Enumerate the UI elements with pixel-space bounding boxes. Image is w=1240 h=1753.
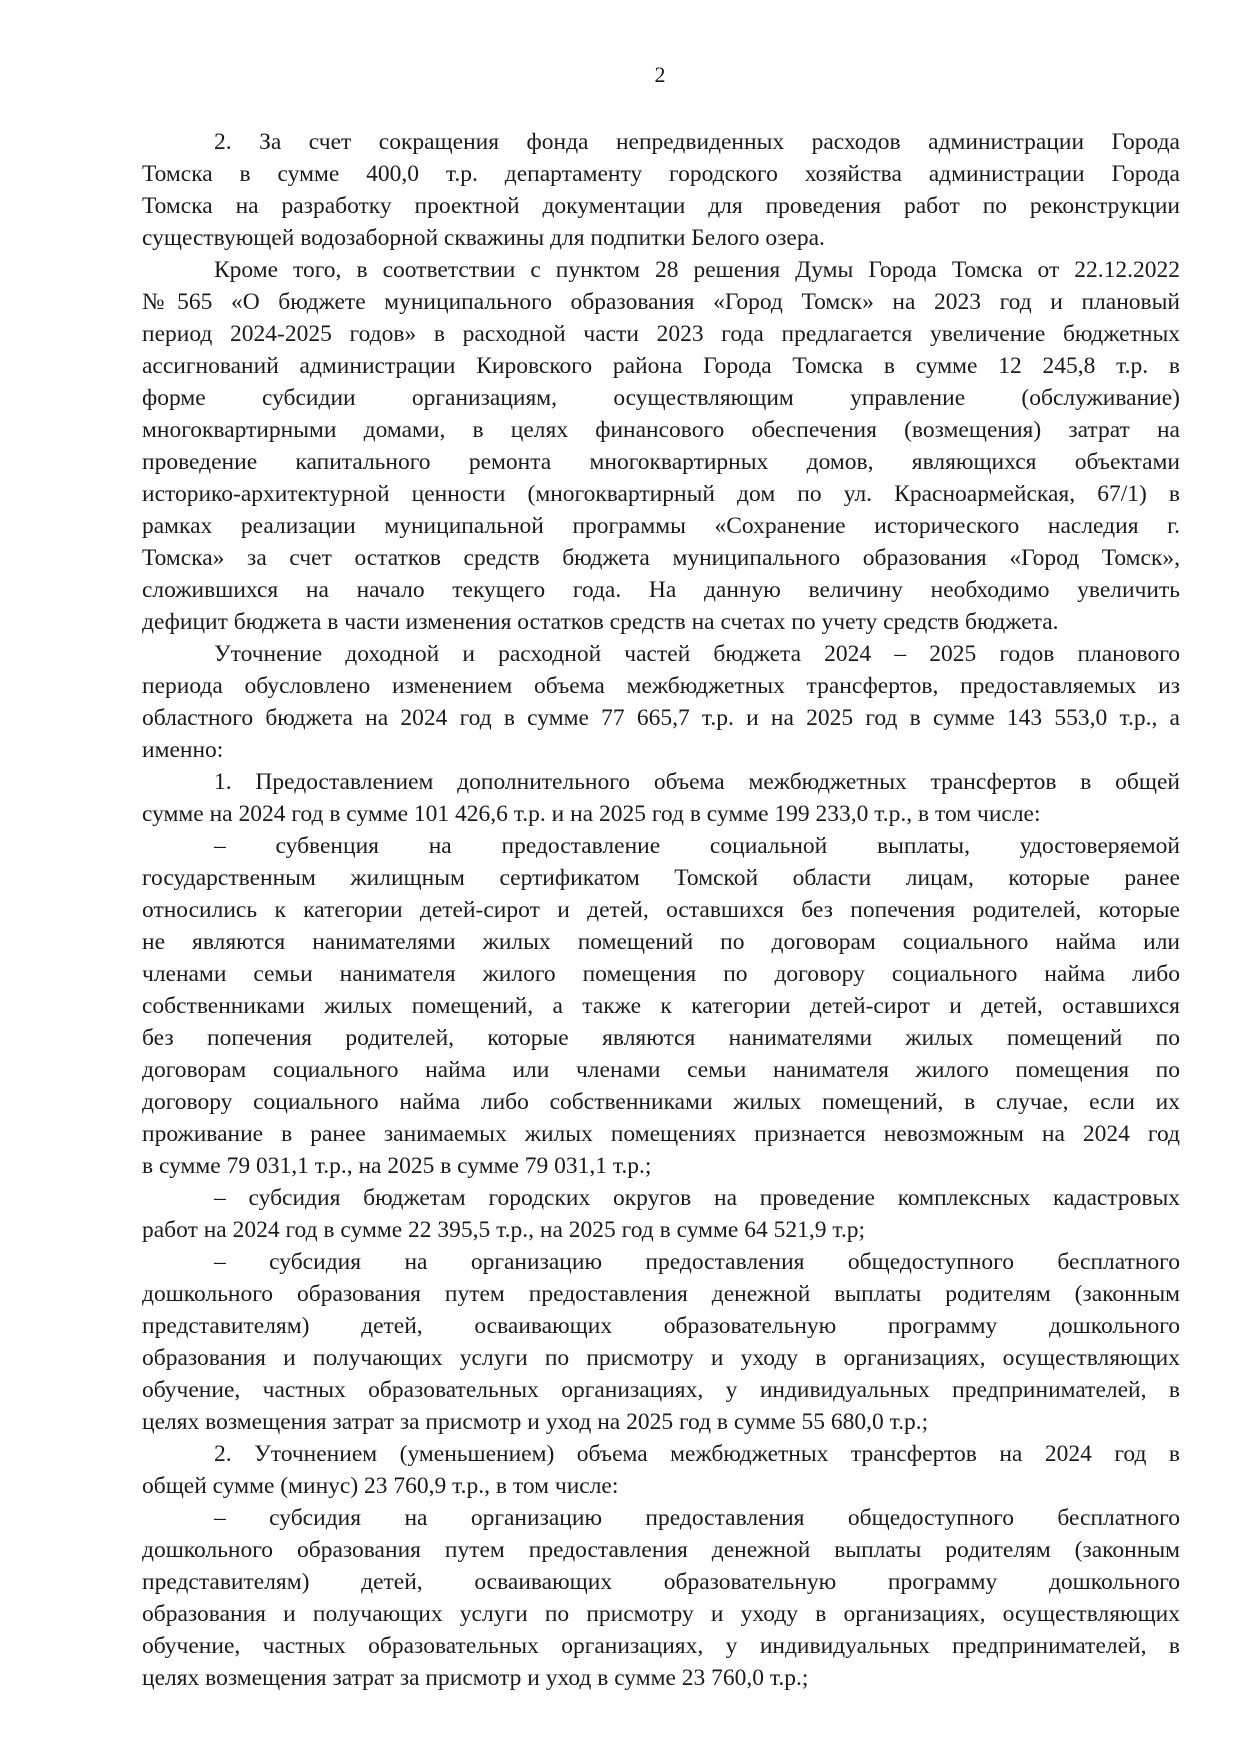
text-line: общей сумме (минус) 23 760,9 т.р., в том числе: [142, 1473, 619, 1499]
document-body [142, 126, 1180, 1694]
paragraph [142, 1438, 1180, 1502]
text-line: многоквартирными домами, в целях финансового обеспечения (возмещения) затрат на [142, 417, 1180, 443]
text-line: Томска на разработку проектной документации для проведения работ по реконструкции [142, 193, 1180, 219]
text-line: дошкольного образования путем предоставления денежной выплаты родителям (законным [142, 1281, 1180, 1307]
paragraph [142, 638, 1180, 766]
text-line: сложившихся на начало текущего года. На данную величину необходимо увеличить [142, 577, 1180, 603]
text-line: не являются нанимателями жилых помещений по договорам социального найма или [142, 929, 1180, 955]
text-line: договорам социального найма или членами семьи нанимателя жилого помещения по [142, 1057, 1180, 1083]
text-line: период 2024-2025 годов» в расходной части 2023 года предлагается увеличение бюджетных [142, 321, 1180, 347]
text-line: 1. Предоставлением дополнительного объема межбюджетных трансфертов в общей [214, 769, 1180, 795]
text-line: представителям) детей, осваивающих образовательную программу дошкольного [142, 1313, 1180, 1339]
text-line: рамках реализации муниципальной программы «Сохранение исторического наследия г. [142, 513, 1180, 539]
text-line: – субсидия на организацию предоставления общедоступного бесплатного [214, 1505, 1180, 1531]
text-line: историко-архитектурной ценности (многоквартирный дом по ул. Красноармейская, 67/1) в [142, 481, 1180, 507]
paragraph [142, 830, 1180, 1182]
text-line: обучение, частных образовательных организациях, у индивидуальных предпринимателей, в [142, 1633, 1180, 1659]
text-line: форме субсидии организациям, осуществляющим управление (обслуживание) [142, 385, 1180, 411]
text-line: относились к категории детей-сирот и детей, оставшихся без попечения родителей, которые [142, 897, 1180, 923]
paragraph [142, 254, 1180, 638]
text-line: проведение капитального ремонта многоквартирных домов, являющихся объектами [142, 449, 1180, 475]
text-line: без попечения родителей, которые являются нанимателями жилых помещений по [142, 1025, 1180, 1051]
text-line: обучение, частных образовательных организациях, у индивидуальных предпринимателей, в [142, 1377, 1180, 1403]
text-line: Кроме того, в соответствии с пунктом 28 решения Думы Города Томска от 22.12.2022 [214, 257, 1180, 283]
text-line: 2. Уточнением (уменьшением) объема межбюджетных трансфертов на 2024 год в [214, 1441, 1180, 1467]
text-line: образования и получающих услуги по присмотру и уходу в организациях, осуществляющих [142, 1345, 1180, 1371]
text-line: целях возмещения затрат за присмотр и уход на 2025 год в сумме 55 680,0 т.р.; [142, 1409, 929, 1435]
text-line: именно: [142, 737, 224, 763]
text-line: договору социального найма либо собственниками жилых помещений, в случае, если их [142, 1089, 1180, 1115]
text-line: существующей водозаборной скважины для подпитки Белого озера. [142, 225, 825, 251]
text-line: дошкольного образования путем предоставления денежной выплаты родителям (законным [142, 1537, 1180, 1563]
text-line: областного бюджета на 2024 год в сумме 77 665,7 т.р. и на 2025 год в сумме 143 553,0 т.р., а [142, 705, 1180, 731]
text-line: периода обусловлено изменением объема межбюджетных трансфертов, предоставляемых из [142, 673, 1180, 699]
page-number: 2 [654, 62, 666, 87]
text-line: 2. За счет сокращения фонда непредвиденных расходов администрации Города [214, 129, 1180, 155]
text-line: ассигнований администрации Кировского района Города Томска в сумме 12 245,8 т.р. в [142, 353, 1180, 379]
text-line: Томска» за счет остатков средств бюджета муниципального образования «Город Томск», [142, 545, 1180, 571]
paragraph [142, 126, 1180, 254]
text-line: Томска в сумме 400,0 т.р. департаменту городского хозяйства администрации Города [142, 161, 1180, 187]
text-line: проживание в ранее занимаемых жилых помещениях признается невозможным на 2024 год [142, 1121, 1180, 1147]
text-line: целях возмещения затрат за присмотр и уход в сумме 23 760,0 т.р.; [142, 1665, 809, 1691]
paragraph [142, 766, 1180, 830]
text-line: членами семьи нанимателя жилого помещения по договору социального найма либо [142, 961, 1180, 987]
text-line: – субсидия бюджетам городских округов на проведение комплексных кадастровых [214, 1185, 1180, 1211]
text-line: сумме на 2024 год в сумме 101 426,6 т.р. и на 2025 год в сумме 199 233,0 т.р., в том числе: [142, 801, 1041, 827]
text-line: представителям) детей, осваивающих образовательную программу дошкольного [142, 1569, 1180, 1595]
paragraph [142, 1246, 1180, 1438]
text-line: – субсидия на организацию предоставления общедоступного бесплатного [214, 1249, 1180, 1275]
text-line: работ на 2024 год в сумме 22 395,5 т.р., на 2025 год в сумме 64 521,9 т.р; [142, 1217, 865, 1243]
text-line: в сумме 79 031,1 т.р., на 2025 в сумме 79 031,1 т.р.; [142, 1153, 652, 1179]
text-line: государственным жилищным сертификатом Томской области лицам, которые ранее [142, 865, 1180, 891]
paragraph [142, 1182, 1180, 1246]
text-line: – субвенция на предоставление социальной выплаты, удостоверяемой [214, 833, 1180, 859]
text-line: Уточнение доходной и расходной частей бюджета 2024 – 2025 годов планового [214, 641, 1180, 667]
paragraph [142, 1502, 1180, 1694]
text-line: образования и получающих услуги по присмотру и уходу в организациях, осуществляющих [142, 1601, 1180, 1627]
text-line: собственниками жилых помещений, а также к категории детей-сирот и детей, оставшихся [142, 993, 1180, 1019]
text-line: дефицит бюджета в части изменения остатков средств на счетах по учету средств бюджета. [142, 609, 1059, 635]
text-line: №565 «О бюджете муниципального образования «Город Томск» на 2023 год и плановый [142, 289, 1180, 315]
